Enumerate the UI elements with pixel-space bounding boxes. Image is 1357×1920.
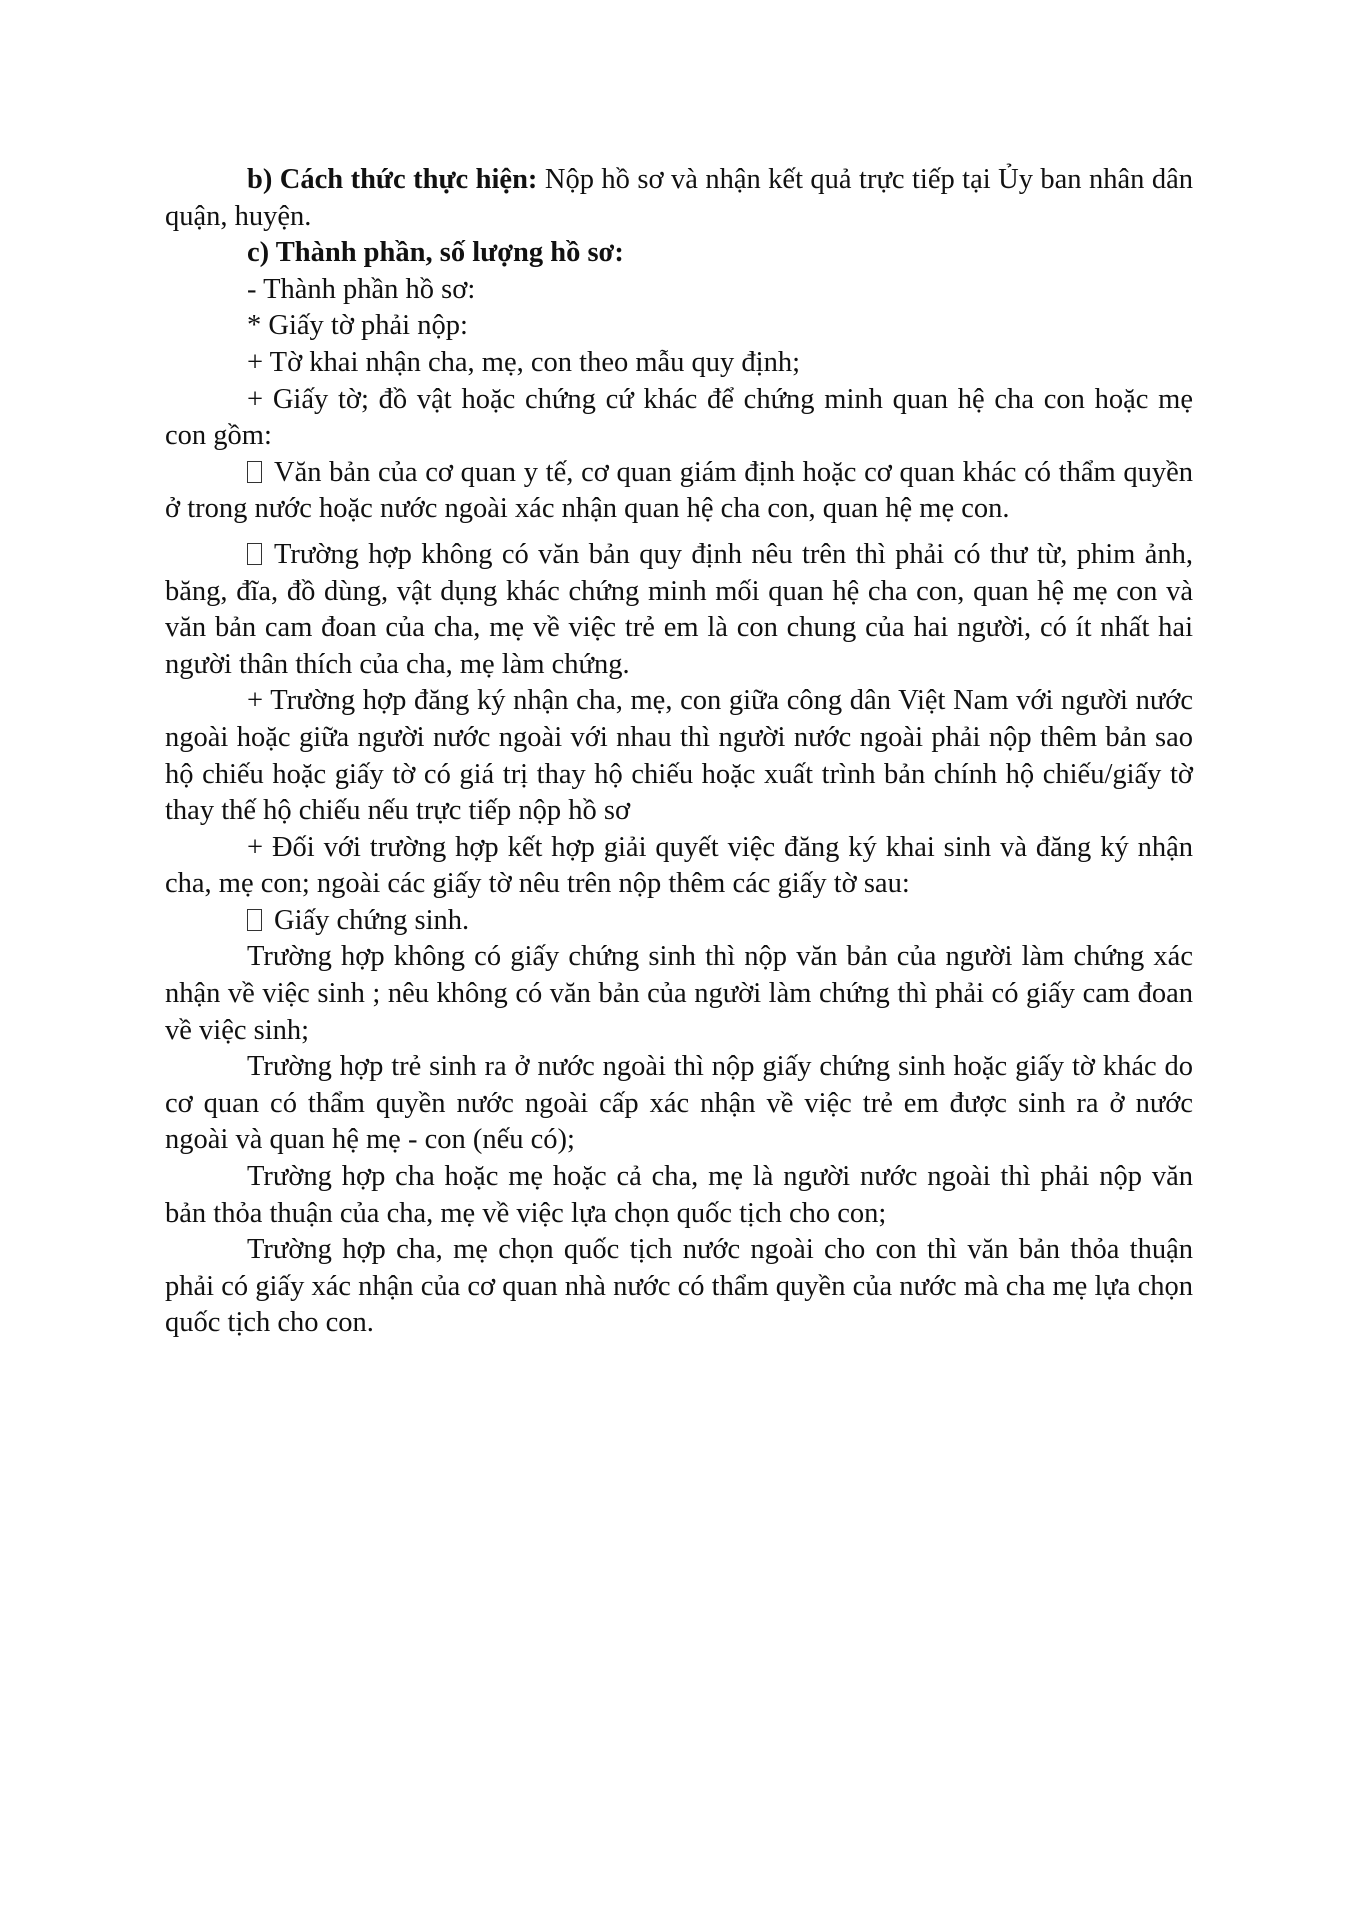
line-foreign-nationality: Trường hợp cha, mẹ chọn quốc tịch nước ngoài cho con thì văn bản thỏa thuận phải có giấy xác nhận của cơ quan nhà nước có thẩm quyền của nước mà cha mẹ lựa chọn quốc tịch cho con.: [165, 1234, 1193, 1339]
bullet-birth-certificate: Giấy chứng sinh.: [165, 903, 1193, 940]
heading-implementation-method: b) Cách thức thực hiện:: [247, 164, 538, 195]
checkbox-glyph-icon: [247, 543, 262, 565]
line-foreigner-case: + Trường hợp đăng ký nhận cha, mẹ, con giữa công dân Việt Nam với người nước ngoài hoặc giữa người nước ngoài với nhau thì người nước ngoài phải nộp thêm bản sao hộ chiếu hoặc giấy tờ có giá trị thay hộ chiếu hoặc xuất trình bản chính hộ chiếu/giấy tờ thay thế hộ chiếu nếu trực tiếp nộp hồ sơ: [165, 685, 1193, 827]
implementation-method-text: Nộp hồ sơ và nhận kết quả trực tiếp tại Ủy ban nhân dân quận, huyện.: [165, 164, 1193, 232]
paragraph-implementation-method: [165, 162, 1193, 235]
line-foreign-parent: Trường hợp cha hoặc mẹ hoặc cả cha, mẹ là người nước ngoài thì phải nộp văn bản thỏa thuận của cha, mẹ về việc lựa chọn quốc tịch cho con;: [165, 1161, 1193, 1229]
line-declaration-form: + Tờ khai nhận cha, mẹ, con theo mẫu quy định;: [247, 346, 800, 378]
line-evidence-documents: + Giấy tờ; đồ vật hoặc chứng cứ khác để chứng minh quan hệ cha con hoặc mẹ con gồm:: [165, 383, 1193, 452]
line-no-birth-certificate: Trường hợp không có giấy chứng sinh thì nộp văn bản của người làm chứng xác nhận về việc sinh ; nêu không có văn bản của người làm chứng thì phải có giấy cam đoan về việc sinh;: [165, 941, 1193, 1046]
checkbox-glyph-icon: [247, 461, 262, 483]
line-dossier-components: - Thành phần hồ sơ:: [247, 273, 476, 305]
bullet-no-document-case: Trường hợp không có văn bản quy định nêu trên thì phải có thư từ, phim ảnh, băng, đĩa, đồ dùng, vật dụng khác chứng minh mối quan hệ cha con, quan hệ mẹ con và văn bản cam đoan của cha, mẹ về việc trẻ em là con chung của hai người, có ít nhất hai người thân thích của cha, mẹ làm chứng.: [165, 538, 1193, 680]
document-body: [165, 162, 1193, 1342]
line-born-abroad: Trường hợp trẻ sinh ra ở nước ngoài thì nộp giấy chứng sinh hoặc giấy tờ khác do cơ quan có thẩm quyền nước ngoài cấp xác nhận về việc trẻ em được sinh ra ở nước ngoài và quan hệ mẹ - con (nếu có);: [165, 1051, 1193, 1156]
checkbox-glyph-icon: [247, 909, 262, 931]
bullet-medical-document: Văn bản của cơ quan y tế, cơ quan giám định hoặc cơ quan khác có thẩm quyền ở trong nước hoặc nước ngoài xác nhận quan hệ cha con, quan hệ mẹ con.: [165, 456, 1193, 525]
line-combined-registration: + Đối với trường hợp kết hợp giải quyết việc đăng ký khai sinh và đăng ký nhận cha, mẹ con; ngoài các giấy tờ nêu trên nộp thêm các giấy tờ sau:: [165, 831, 1193, 900]
line-required-documents: * Giấy tờ phải nộp:: [247, 310, 468, 342]
heading-dossier-components: c) Thành phần, số lượng hồ sơ:: [247, 237, 624, 269]
